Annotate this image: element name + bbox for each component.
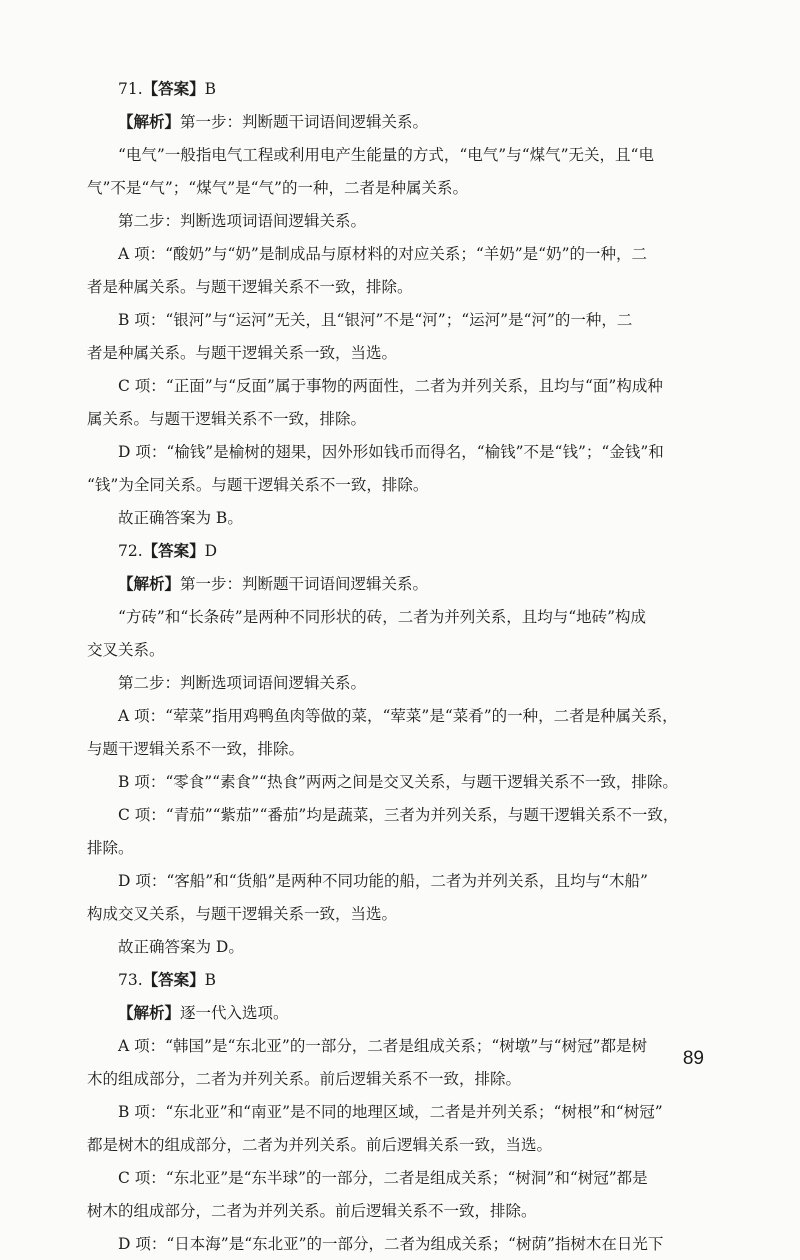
line-text: 者是种属关系。与题干逻辑关系不一致，排除。 — [87, 278, 413, 296]
text-line — [87, 666, 712, 699]
text-line — [87, 369, 712, 402]
line-text: 第二步：判断选项词语间逻辑关系。 — [118, 674, 367, 692]
line-text: 排除。 — [87, 839, 134, 857]
section-label: 【解析】 — [118, 1003, 181, 1022]
text-line — [87, 435, 712, 468]
question-number: 73. — [118, 971, 143, 989]
text-line — [87, 402, 712, 435]
text-line — [87, 1128, 712, 1161]
text-line — [87, 732, 712, 765]
text-line — [87, 468, 712, 501]
question-number: 72. — [118, 542, 143, 560]
section-label: 【答案】 — [142, 541, 205, 560]
line-text: 属关系。与题干逻辑关系不一致，排除。 — [87, 410, 367, 428]
line-text: 故正确答案为 D。 — [118, 938, 244, 956]
text-line — [87, 1029, 712, 1062]
line-text: 第二步：判断选项词语间逻辑关系。 — [118, 212, 367, 230]
text-line — [87, 567, 712, 600]
line-text: 气”不是“气”；“煤气”是“气”的一种，二者是种属关系。 — [87, 179, 468, 197]
text-line — [87, 204, 712, 237]
text-line — [87, 864, 712, 897]
text-line — [87, 1161, 712, 1194]
line-text: C 项：“青茄”“紫茄”“番茄”均是蔬菜，三者为并列关系，与题干逻辑关系不一致， — [118, 806, 679, 824]
line-text: B 项：“银河”与“运河”无关，且“银河”不是“河”；“运河”是“河”的一种，二 — [118, 311, 633, 329]
text-line — [87, 600, 712, 633]
line-text: 逐一代入选项。 — [180, 1004, 289, 1022]
page-body — [87, 72, 712, 1260]
text-line — [87, 534, 712, 567]
line-text: B — [204, 80, 217, 98]
text-line — [87, 270, 712, 303]
section-label: 【解析】 — [118, 574, 181, 593]
text-line — [87, 72, 712, 105]
text-line — [87, 897, 712, 930]
question-number: 71. — [118, 80, 143, 98]
line-text: “钱”为全同关系。与题干逻辑关系不一致，排除。 — [87, 476, 429, 494]
line-text: 都是树木的组成部分，二者为并列关系。前后逻辑关系一致，当选。 — [87, 1136, 553, 1154]
text-line — [87, 1095, 712, 1128]
line-text: 者是种属关系。与题干逻辑关系一致，当选。 — [87, 344, 398, 362]
line-text: A 项：“荤菜”指用鸡鸭鱼肉等做的菜，“荤菜”是“菜肴”的一种，二者是种属关系， — [118, 707, 678, 725]
line-text: 第一步：判断题干词语间逻辑关系。 — [180, 575, 429, 593]
line-text: 交叉关系。 — [87, 641, 165, 659]
line-text: D 项：“榆钱”是榆树的翅果，因外形如钱币而得名，“榆钱”不是“钱”；“金钱”和 — [118, 443, 664, 461]
line-text: 第一步：判断题干词语间逻辑关系。 — [180, 113, 429, 131]
line-text: D 项：“日本海”是“东北亚”的一部分，二者为组成关系；“树荫”指树木在日光下 — [118, 1235, 664, 1253]
text-line — [87, 171, 712, 204]
text-line — [87, 633, 712, 666]
text-line — [87, 1227, 712, 1260]
line-text: D 项：“客船”和“货船”是两种不同功能的船，二者为并列关系，且均与“木船” — [118, 872, 648, 890]
section-label: 【答案】 — [142, 79, 205, 98]
line-text: D — [204, 542, 218, 560]
section-label: 【答案】 — [142, 970, 205, 989]
text-line — [87, 798, 712, 831]
text-line — [87, 996, 712, 1029]
text-line — [87, 1062, 712, 1095]
line-text: “电气”一般指电气工程或利用电产生能量的方式，“电气”与“煤气”无关，且“电 — [118, 146, 654, 164]
text-line — [87, 831, 712, 864]
line-text: “方砖”和“长条砖”是两种不同形状的砖，二者为并列关系，且均与“地砖”构成 — [118, 608, 647, 626]
line-text: B — [204, 971, 217, 989]
text-line — [87, 765, 712, 798]
line-text: 木的组成部分，二者为并列关系。前后逻辑关系不一致，排除。 — [87, 1070, 522, 1088]
line-text: A 项：“韩国”是“东北亚”的一部分，二者是组成关系；“树墩”与“树冠”都是树 — [118, 1037, 648, 1055]
line-text: C 项：“东北亚”是“东半球”的一部分，二者是组成关系；“树洞”和“树冠”都是 — [118, 1169, 648, 1187]
text-line — [87, 105, 712, 138]
page-number: 89 — [682, 1048, 704, 1069]
text-line — [87, 1194, 712, 1227]
text-line — [87, 303, 712, 336]
text-line — [87, 930, 712, 963]
line-text: C 项：“正面”与“反面”属于事物的两面性，二者为并列关系，且均与“面”构成种 — [118, 377, 663, 395]
line-text: 构成交叉关系，与题干逻辑关系一致，当选。 — [87, 905, 398, 923]
line-text: 与题干逻辑关系不一致，排除。 — [87, 740, 305, 758]
line-text: A 项：“酸奶”与“奶”是制成品与原材料的对应关系；“羊奶”是“奶”的一种，二 — [118, 245, 648, 263]
line-text: 树木的组成部分，二者为并列关系。前后逻辑关系不一致，排除。 — [87, 1202, 537, 1220]
line-text: B 项：“零食”“素食”“热食”两两之间是交叉关系，与题干逻辑关系不一致，排除。 — [118, 773, 678, 791]
text-line — [87, 138, 712, 171]
text-line — [87, 237, 712, 270]
text-line — [87, 501, 712, 534]
text-line — [87, 336, 712, 369]
text-line — [87, 963, 712, 996]
line-text: B 项：“东北亚”和“南亚”是不同的地理区域，二者是并列关系；“树根”和“树冠” — [118, 1103, 663, 1121]
line-text: 故正确答案为 B。 — [118, 509, 243, 527]
section-label: 【解析】 — [118, 112, 181, 131]
text-line — [87, 699, 712, 732]
